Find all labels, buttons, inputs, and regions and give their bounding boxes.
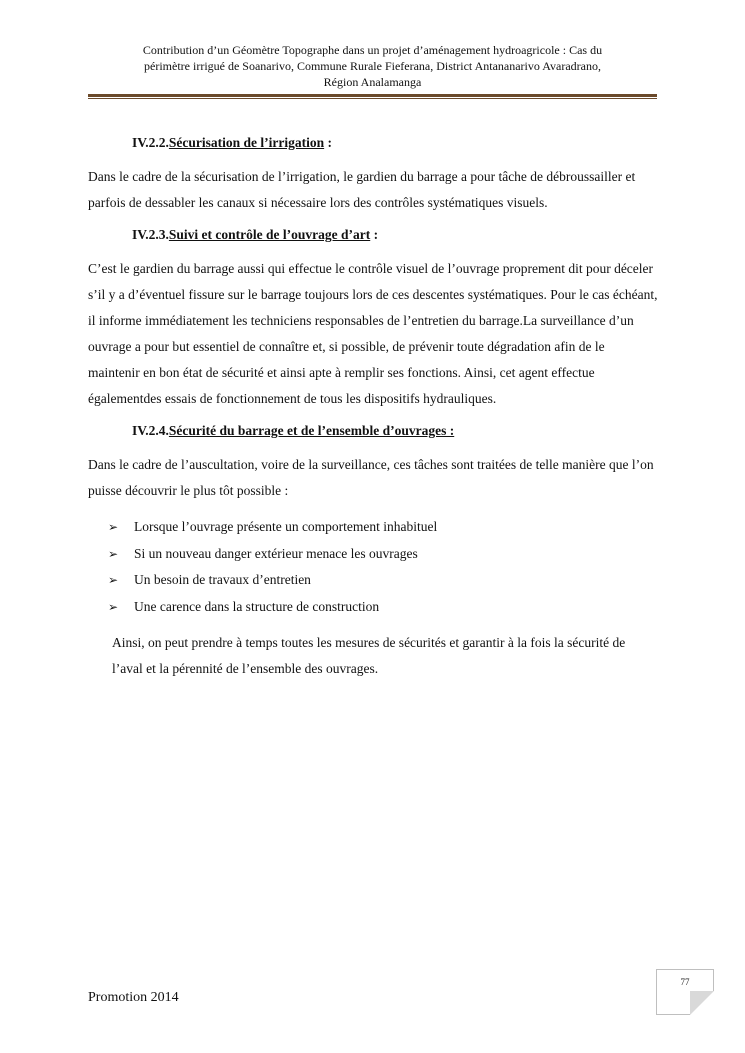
page-footer: Promotion 2014 xyxy=(88,990,179,1005)
header-line-1: Contribution d’un Géomètre Topographe dans un projet d’aménagement hydroagricole : Cas du xyxy=(142,43,603,57)
list-item xyxy=(108,514,658,541)
section-number: IV.2.2. xyxy=(132,135,169,150)
page-header xyxy=(100,42,645,90)
section-title: Sécurisation de l’irrigation xyxy=(168,135,325,150)
list-item-text: Lorsque l’ouvrage présente un comportement inhabituel xyxy=(134,519,438,534)
section-heading-securite-barrage xyxy=(88,418,658,444)
paragraph-suivi: C’est le gardien du barrage aussi qui effectue le contrôle visuel de l’ouvrage proprement dit pour déceler s’il y a d’éventuel fissure sur le barrage toujours lors de ces descentes systématiques. Pour le cas échéant, il informe immédiatement les techniciens responsables de l’entretien du barrage.La surveillance d’un ouvrage a pour but essentiel de connaître et, si possible, de prévenir toute dégradation afin de le maintenir en bon état de sécurité et ainsi apte à remplir ses fonctions. Ainsi, cet agent effectue égalementdes essais de fonctionnement de tous les dispositifs hydrauliques. xyxy=(88,261,658,406)
section-title-suffix: : xyxy=(370,227,379,242)
list-item xyxy=(108,594,658,621)
section-title: Suivi et contrôle de l’ouvrage d’art xyxy=(168,227,371,242)
section-number: IV.2.4. xyxy=(132,423,169,438)
arrow-bullet-icon: ➢ xyxy=(108,546,119,561)
header-line-2: périmètre irrigué de Soanarivo, Commune Rurale Fieferana, District Antananarivo Avaradrano, xyxy=(144,59,601,73)
section-number: IV.2.3. xyxy=(132,227,169,242)
arrow-bullet-icon: ➢ xyxy=(108,599,119,614)
header-rule-thin xyxy=(88,98,657,99)
list-item-text: Une carence dans la structure de construction xyxy=(134,598,380,614)
header-rule xyxy=(88,94,657,97)
list-item xyxy=(108,567,658,594)
page-number: 77 xyxy=(680,977,690,987)
section-heading-suivi xyxy=(88,222,658,248)
arrow-bullet-icon: ➢ xyxy=(108,573,119,587)
page-number-box xyxy=(656,969,714,1015)
paragraph-securisation: Dans le cadre de la sécurisation de l’irrigation, le gardien du barrage a pour tâche de débroussailler et parfois de dessabler les canaux si nécessaire lors des contrôles systématiques visuels. xyxy=(88,169,636,210)
section-title: Sécurité du barrage et de l’ensemble d’ouvrages : xyxy=(168,423,455,438)
section-title-suffix: : xyxy=(324,135,333,150)
list-item-text: Un besoin de travaux d’entretien xyxy=(134,572,311,587)
list-item xyxy=(108,541,658,568)
bullet-list xyxy=(88,514,658,620)
section-heading-securisation xyxy=(88,130,658,156)
closing-paragraph: Ainsi, on peut prendre à temps toutes les mesures de sécurités et garantir à la fois la sécurité de l’aval et la pérennité de l’ensemble des ouvrages. xyxy=(112,635,626,676)
document-body xyxy=(88,130,658,682)
arrow-bullet-icon: ➢ xyxy=(108,520,119,534)
paragraph-securite-barrage: Dans le cadre de l’auscultation, voire de la surveillance, ces tâches sont traitées de telle manière que l’on puisse découvrir le plus tôt possible : xyxy=(88,457,654,498)
list-item-text: Si un nouveau danger extérieur menace les ouvrages xyxy=(134,545,418,561)
page-curl-icon xyxy=(690,991,714,1015)
header-line-3: Région Analamanga xyxy=(323,75,422,89)
